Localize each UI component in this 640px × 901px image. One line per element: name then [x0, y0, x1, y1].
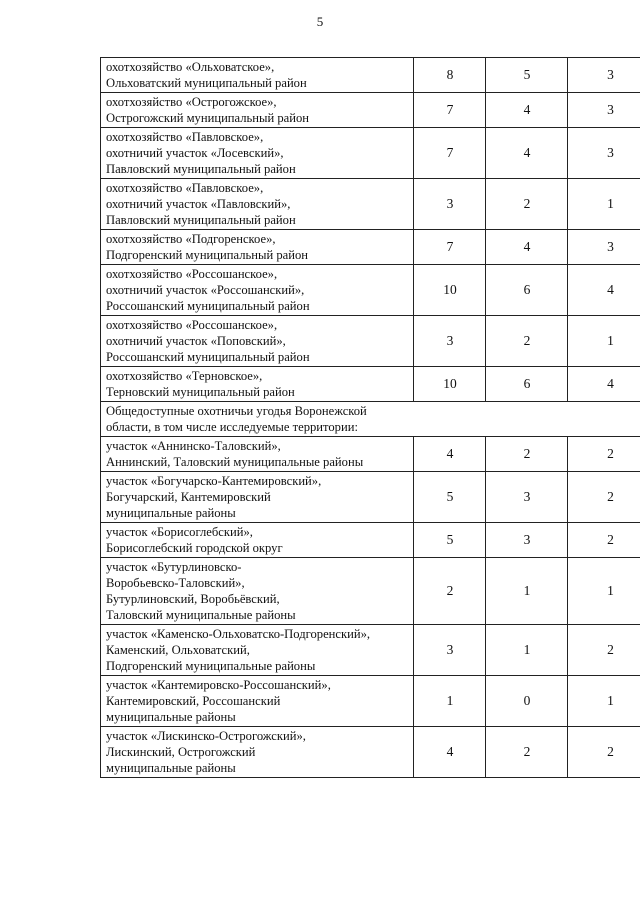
table-row: [101, 93, 640, 128]
value-cell-col2: 4: [486, 128, 568, 179]
value-cell-col3: 2: [568, 727, 640, 778]
territory-name-line: охотничий участок «Поповский»,: [106, 334, 286, 348]
value-cell-col1: 4: [414, 727, 486, 778]
section-heading-cell: [101, 402, 640, 437]
territory-name-line: охотничий участок «Лосевский»,: [106, 146, 284, 160]
territory-name-line: охотхозяйство «Россошанское»,: [106, 267, 278, 281]
value-cell-col3: 3: [568, 128, 640, 179]
territory-name-line: охотхозяйство «Острогожское»,: [106, 95, 277, 109]
territory-name-line: участок «Бутурлиновско-: [106, 560, 242, 574]
territory-name-cell: [101, 128, 414, 179]
territory-name-line: охотничий участок «Россошанский»,: [106, 283, 305, 297]
territory-name-line: муниципальные районы: [106, 506, 236, 520]
territory-name-line: участок «Богучарско-Кантемировский»,: [106, 474, 322, 488]
territory-name-line: Воробьевско-Таловский»,: [106, 576, 245, 590]
value-cell-col1: 4: [414, 437, 486, 472]
territory-name-line: участок «Борисоглебский»,: [106, 525, 253, 539]
territory-name-line: участок «Лискинско-Острогожский»,: [106, 729, 306, 743]
value-cell-col2: 1: [486, 625, 568, 676]
territory-name-cell: [101, 523, 414, 558]
value-cell-col2: 0: [486, 676, 568, 727]
territory-name-line: Подгоренский муниципальный район: [106, 248, 308, 262]
territory-name-line: Терновский муниципальный район: [106, 385, 295, 399]
value-cell-col1: 7: [414, 230, 486, 265]
hunting-grounds-table: [100, 57, 640, 778]
territory-name-line: Россошанский муниципальный район: [106, 350, 310, 364]
table-row: [101, 58, 640, 93]
territory-name-line: Таловский муниципальные районы: [106, 608, 296, 622]
territory-name-line: охотхозяйство «Павловское»,: [106, 181, 264, 195]
territory-name-line: охотхозяйство «Павловское»,: [106, 130, 264, 144]
territory-name-line: участок «Кантемировско-Россошанский»,: [106, 678, 331, 692]
value-cell-col2: 6: [486, 367, 568, 402]
territory-name-line: охотхозяйство «Россошанское»,: [106, 318, 278, 332]
value-cell-col1: 3: [414, 316, 486, 367]
territory-name-cell: [101, 437, 414, 472]
table-row: [101, 316, 640, 367]
territory-name-line: Подгоренский муниципальные районы: [106, 659, 316, 673]
table-body: [101, 58, 640, 778]
table-row: [101, 230, 640, 265]
territory-name-line: Россошанский муниципальный район: [106, 299, 310, 313]
value-cell-col2: 3: [486, 523, 568, 558]
territory-name-cell: [101, 265, 414, 316]
territory-name-cell: [101, 230, 414, 265]
table-row: [101, 265, 640, 316]
territory-name-cell: [101, 316, 414, 367]
table-row: [101, 128, 640, 179]
territory-name-line: Аннинский, Таловский муниципальные районы: [106, 455, 364, 469]
table-row: [101, 179, 640, 230]
territory-name-line: Каменский, Ольховатский,: [106, 643, 250, 657]
value-cell-col3: 4: [568, 367, 640, 402]
value-cell-col1: 2: [414, 558, 486, 625]
value-cell-col2: 6: [486, 265, 568, 316]
territory-name-cell: [101, 558, 414, 625]
table-row: [101, 523, 640, 558]
value-cell-col1: 8: [414, 58, 486, 93]
value-cell-col3: 1: [568, 316, 640, 367]
territory-name-line: Лискинский, Острогожский: [106, 745, 256, 759]
section-row: [101, 402, 640, 437]
territory-name-cell: [101, 472, 414, 523]
territory-name-line: Общедоступные охотничьи угодья Воронежской: [106, 404, 367, 418]
value-cell-col1: 3: [414, 179, 486, 230]
table-row: [101, 367, 640, 402]
value-cell-col3: 1: [568, 179, 640, 230]
value-cell-col3: 2: [568, 437, 640, 472]
value-cell-col1: 10: [414, 367, 486, 402]
value-cell-col1: 5: [414, 472, 486, 523]
value-cell-col1: 1: [414, 676, 486, 727]
value-cell-col3: 3: [568, 58, 640, 93]
territory-name-line: охотхозяйство «Подгоренское»,: [106, 232, 276, 246]
value-cell-col2: 5: [486, 58, 568, 93]
territory-name-cell: [101, 676, 414, 727]
value-cell-col3: 1: [568, 558, 640, 625]
territory-name-cell: [101, 727, 414, 778]
territory-name-cell: [101, 367, 414, 402]
table-row: [101, 437, 640, 472]
value-cell-col3: 3: [568, 93, 640, 128]
value-cell-col3: 2: [568, 472, 640, 523]
territory-name-cell: [101, 179, 414, 230]
table-row: [101, 727, 640, 778]
territory-name-line: области, в том числе исследуемые территории:: [106, 420, 358, 434]
value-cell-col3: 1: [568, 676, 640, 727]
value-cell-col1: 3: [414, 625, 486, 676]
table-row: [101, 472, 640, 523]
value-cell-col2: 4: [486, 93, 568, 128]
value-cell-col1: 10: [414, 265, 486, 316]
value-cell-col2: 2: [486, 437, 568, 472]
value-cell-col1: 5: [414, 523, 486, 558]
territory-name-line: Бутурлиновский, Воробьёвский,: [106, 592, 280, 606]
territory-name-cell: [101, 625, 414, 676]
table-row: [101, 676, 640, 727]
territory-name-line: Борисоглебский городской округ: [106, 541, 283, 555]
territory-name-line: участок «Аннинско-Таловский»,: [106, 439, 281, 453]
page-number: 5: [316, 14, 324, 29]
value-cell-col2: 3: [486, 472, 568, 523]
territory-name-line: муниципальные районы: [106, 710, 236, 724]
value-cell-col3: 2: [568, 523, 640, 558]
territory-name-line: охотничий участок «Павловский»,: [106, 197, 291, 211]
value-cell-col2: 2: [486, 316, 568, 367]
value-cell-col2: 4: [486, 230, 568, 265]
territory-name-line: Павловский муниципальный район: [106, 213, 296, 227]
value-cell-col3: 3: [568, 230, 640, 265]
territory-name-line: Кантемировский, Россошанский: [106, 694, 281, 708]
value-cell-col1: 7: [414, 93, 486, 128]
value-cell-col2: 2: [486, 179, 568, 230]
value-cell-col3: 2: [568, 625, 640, 676]
territory-name-line: Острогожский муниципальный район: [106, 111, 310, 125]
territory-name-line: Павловский муниципальный район: [106, 162, 296, 176]
territory-name-line: муниципальные районы: [106, 761, 236, 775]
table-row: [101, 625, 640, 676]
territory-name-line: охотхозяйство «Терновское»,: [106, 369, 263, 383]
territory-name-cell: [101, 93, 414, 128]
territory-name-line: Богучарский, Кантемировский: [106, 490, 271, 504]
value-cell-col2: 2: [486, 727, 568, 778]
table-row: [101, 558, 640, 625]
value-cell-col3: 4: [568, 265, 640, 316]
value-cell-col1: 7: [414, 128, 486, 179]
territory-name-line: участок «Каменско-Ольховатско-Подгоренский»,: [106, 627, 371, 641]
territory-name-cell: [101, 58, 414, 93]
territory-name-line: охотхозяйство «Ольховатское»,: [106, 60, 275, 74]
value-cell-col2: 1: [486, 558, 568, 625]
territory-name-line: Ольховатский муниципальный район: [106, 76, 307, 90]
